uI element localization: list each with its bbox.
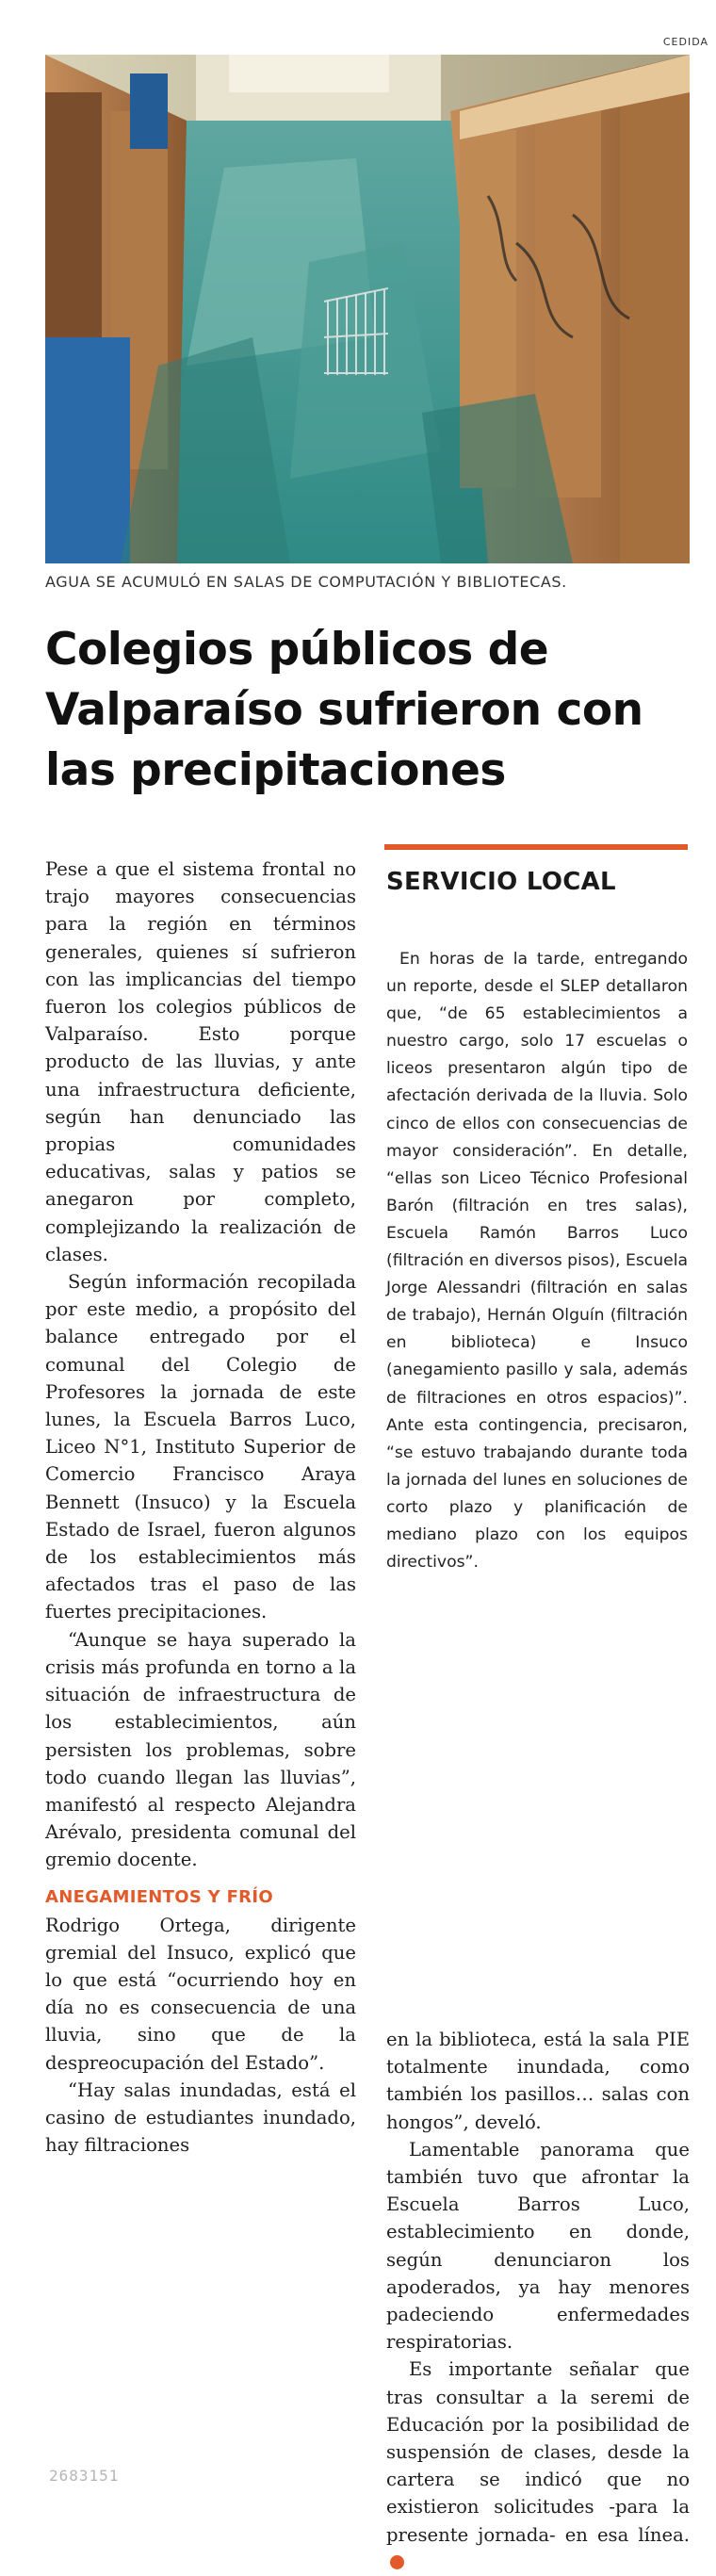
end-of-article-icon	[390, 2555, 404, 2569]
article-column-left	[45, 856, 356, 2159]
article-photo	[45, 55, 690, 563]
sidebar-paragraph: En horas de la tarde, entregando un reporte, desde el SLEP detallaron que, “de 65 establecimientos a nuestro cargo, solo 17 escuelas o liceos presentaron algún tipo de afectación derivada de la lluvia. Solo cinco de ellos con consecuencias de mayor consideración”. En detalle, “ellas son Liceo Técnico Profesional Barón (filtración en tres salas), Escuela Ramón Barros Luco (filtración en diversos pisos), Escuela Jorge Alessandri (filtración en salas de trabajo), Hernán Olguín (filtración en biblioteca) e Insuco (anegamiento pasillo y sala, además de filtraciones en otros espacios)”. Ante esta contingencia, precisaron, “se estuvo trabajando durante toda la jornada del lunes en soluciones de corto plazo y planificación de mediano plazo con los equipos directivos”.	[386, 950, 688, 1573]
sidebar-body	[386, 946, 688, 1576]
article-paragraph: “Hay salas inundadas, está el casino de estudiantes inundado, hay filtraciones	[45, 2079, 356, 2157]
article-paragraph-final	[386, 2356, 690, 2576]
section-subhead: ANEGAMIENTOS Y FRÍO	[45, 1886, 273, 1907]
article-headline: Colegios públicos de Valparaíso sufrieron con las precipitaciones	[45, 624, 643, 796]
article-paragraph: “Aunque se haya superado la crisis más profunda en torno a la situación de infraestructura de los establecimientos, aún persisten los problemas, sobre todo cuando llegan las lluvias”, manifestó al respecto Alejandra Arévalo, presidenta comunal del gremio docente.	[45, 1628, 356, 1871]
archive-stamp: 2683151	[49, 2467, 120, 2485]
article-paragraph: en la biblioteca, está la sala PIE totalmente inundada, como también los pasillos… salas con hongos”, develó.	[386, 2029, 690, 2133]
flooded-classroom-illustration	[45, 55, 690, 563]
photo-credit: CEDIDA	[662, 36, 708, 48]
article-column-right	[386, 2026, 690, 2576]
sidebar-accent-rule	[384, 844, 688, 850]
article-final-text: Es importante señalar que tras consultar a la seremi de Educación por la posibilidad de suspensión de clases, desde la cartera se indicó que no existieron solicitudes -para la presente jornada- en esa línea.	[386, 2358, 690, 2546]
sidebar-title: SERVICIO LOCAL	[386, 868, 616, 896]
article-paragraph: Según información recopilada por este medio, a propósito del balance entregado por el comunal del Colegio de Profesores la jornada de este lunes, la Escuela Barros Luco, Liceo N°1, Instituto Superior de Comercio Francisco Araya Bennett (Insuco) y la Escuela Estado de Israel, fueron algunos de los establecimientos más afectados tras el paso de las fuertes precipitaciones.	[45, 1271, 356, 1623]
photo-caption: AGUA SE ACUMULÓ EN SALAS DE COMPUTACIÓN Y BIBLIOTECAS.	[45, 573, 567, 591]
article-paragraph: Lamentable panorama que también tuvo que afrontar la Escuela Barros Luco, establecimiento en donde, según denunciaron los apoderados, ya hay menores padeciendo enfermedades respiratorias.	[386, 2138, 690, 2354]
article-paragraph: Rodrigo Ortega, dirigente gremial del Insuco, explicó que lo que está “ocurriendo hoy en día no es consecuencia de una lluvia, sino que de la despreocupación del Estado”.	[45, 1914, 356, 2074]
article-paragraph: Pese a que el sistema frontal no trajo mayores consecuencias para la región en términos generales, quienes sí sufrieron con las implicancias del tiempo fueron los colegios públicos de Valparaíso. Esto porque producto de las lluvias, y ante una infraestructura deficiente, según han denunciado las propias comunidades educativas, salas y patios se anegaron por completo, complejizando la realización de clases.	[45, 858, 356, 1265]
